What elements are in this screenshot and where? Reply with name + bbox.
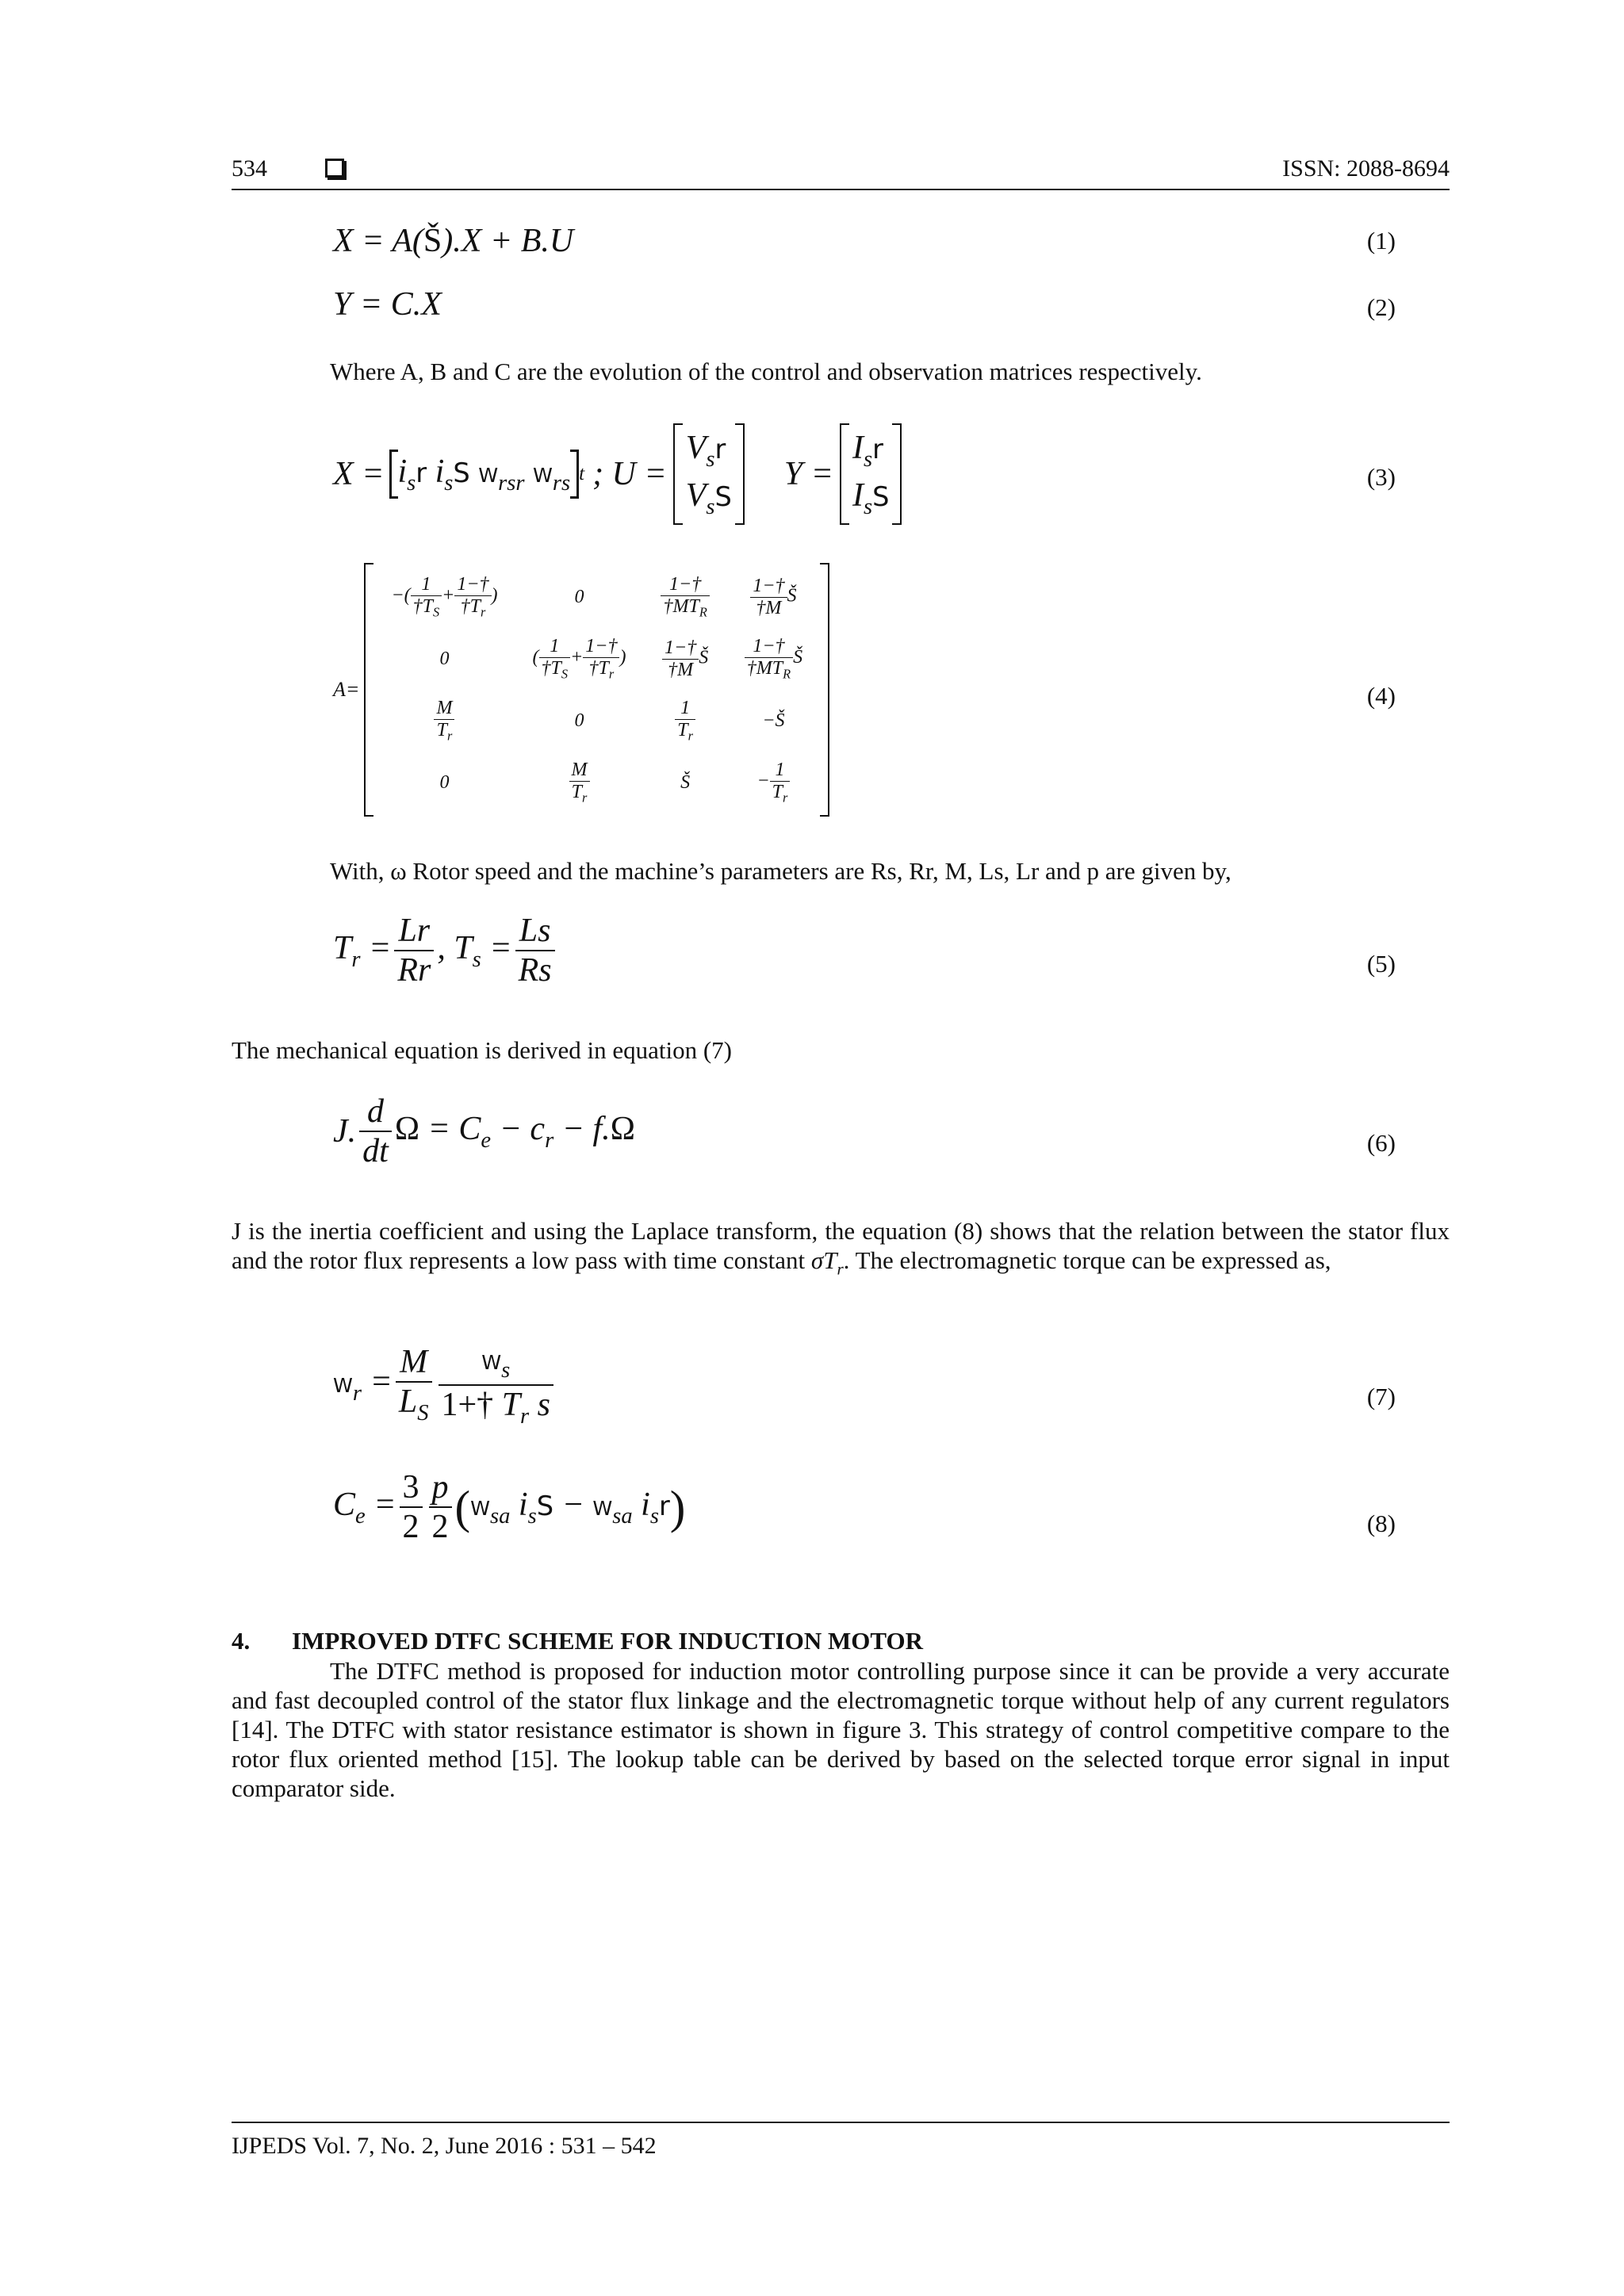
equation-number-2: (2) — [1366, 293, 1396, 321]
equation-7: $W_r$ = $\frac{M}{L_S}$ $\frac{W_s}{1+\dagger T_r s}$ — [333, 1340, 557, 1430]
equation-number-8: (8) — [1366, 1510, 1396, 1537]
issn-label: ISSN: 2088-8694 — [1282, 155, 1450, 182]
paragraph-mechanical: The mechanical equation is derived in equation (7) — [232, 1036, 732, 1064]
equation-6: J. $\frac{d}{dt}$ $\Omega = C_e - c_r - f.\Omega$ — [333, 1093, 635, 1170]
square-bullet-icon — [325, 159, 344, 178]
paragraph-inertia: J is the inertia coefficient and using the Laplace transform, the equation (8) shows that the relation between the stator flux and the rotor flux represents a low pass with time constant $\sigma T_r$. The electromagnetic torque can be expressed as, — [232, 1217, 1450, 1279]
header-rule — [232, 189, 1450, 190]
footer-rule — [232, 2122, 1450, 2123]
equation-5: $T_r$ = $\frac{Lr}{Rr}$ , $T_s$ = $\frac{Ls}{Rs}$ — [333, 912, 558, 990]
equation-number-3: (3) — [1366, 463, 1396, 491]
paragraph-where: Where A, B and C are the evolution of the control and observation matrices respectively. — [330, 358, 1202, 385]
equation-2: Y = C.X — [333, 286, 442, 323]
paragraph-section-body: The DTFC method is proposed for induction motor controlling purpose since it can be provide a very accurate and fast decoupled control of the stator flux linkage and the electromagnetic torque without help of any current regulators [14]. The DTFC with stator resistance estimator is shown in figure 3. This strategy of control competitive compare to the rotor flux oriented method [15]. The lookup table can be derived by based on the selected torque error signal in input comparator side. — [232, 1657, 1450, 1802]
equation-number-7: (7) — [1366, 1383, 1396, 1410]
equation-number-4: (4) — [1366, 682, 1396, 710]
equation-3: X = $i_sr$ $i_sS$ $W_{rsr}$ $W_{rs}$ t ; U = $V_sr$ $V_sS$ Y = $I_sr$ $I_sS$ — [333, 419, 902, 530]
section-number: 4. — [232, 1627, 251, 1655]
page-number: 534 — [232, 155, 267, 182]
equation-number-6: (6) — [1366, 1129, 1396, 1157]
footer-citation: IJPEDS Vol. 7, No. 2, June 2016 : 531 – 542 — [232, 2133, 657, 2159]
equation-number-1: (1) — [1366, 227, 1396, 254]
section-heading: IMPROVED DTFC SCHEME FOR INDUCTION MOTOR — [292, 1627, 923, 1655]
equation-1: X = A(Š).X + B.U — [333, 223, 574, 259]
equation-8: $C_e$ = $\frac{3}{2}$ $\frac{p}{2}$ ( $W_{sa}$ $i_sS - W_{sa}$ $i_sr$ ) — [333, 1469, 686, 1546]
paragraph-with: With, ω Rotor speed and the machine’s parameters are Rs, Rr, M, Ls, Lr and p are given by, — [330, 857, 1231, 885]
equation-4: A= −( $\frac{1}{\dagger T_S}$ + $\frac{1-\dagger}{\dagger T_r}$ ) 0 $\frac{1-\dagger}{\dagger MT_R}$ $\frac{1-\dagger}{\dagger M}$ Š 0 ( $\frac{1}{\dagger T_S}$ + $\frac{1-\dagger}{\dagger T_r}$ ) $\frac{1-\dagger}{\dagger M}$ Š $\frac{1-\dagger}{\dagger MT_R}$ Š $\frac{M}{T_r}$ 0 $\frac{1}{T_r}$ −Š 0 $\frac{M}{T_r}$ Š − $\frac{1}{T_r}$ — [333, 563, 829, 817]
equation-number-5: (5) — [1366, 950, 1396, 978]
